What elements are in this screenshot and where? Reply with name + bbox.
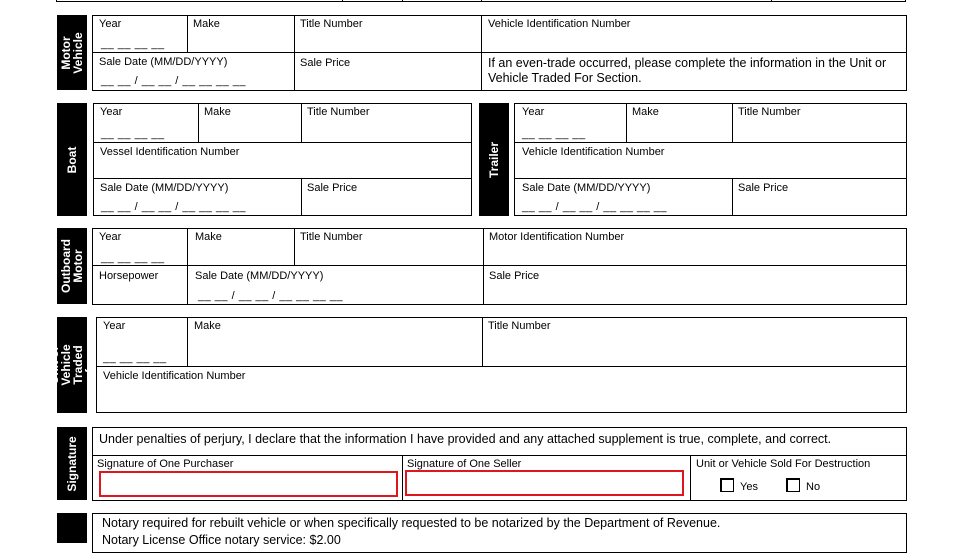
- om-year-label: Year: [99, 231, 122, 243]
- trailer-table: [514, 103, 907, 216]
- col-divider: [301, 103, 302, 143]
- traded-for-tab: [47, 317, 97, 413]
- col-divider: [198, 103, 199, 143]
- col-divider: [187, 228, 188, 305]
- om-motor-id-label: Motor Identification Number: [489, 231, 625, 243]
- purchaser-signature-field[interactable]: [99, 471, 398, 497]
- col-divider: [732, 103, 733, 143]
- mv-year-input[interactable]: __ __ __ __: [101, 38, 165, 50]
- boat-tab-label: Boat: [65, 146, 79, 173]
- boat-sale-date-label: Sale Date (MM/DD/YYYY): [100, 182, 229, 194]
- trailer-year-label: Year: [522, 106, 545, 118]
- signature-tab-label: Signature: [65, 435, 79, 492]
- mv-sale-price-label: Sale Price: [300, 57, 351, 69]
- destruction-yes-checkbox[interactable]: [720, 478, 734, 492]
- tf-vin-label: Vehicle Identification Number: [103, 370, 246, 382]
- motor-vehicle-tab: [57, 15, 87, 90]
- outboard-motor-tab-label: Outboard Motor: [59, 239, 85, 293]
- col-divider: [187, 15, 188, 53]
- col-divider: [626, 103, 627, 143]
- even-trade-note: If an even-trade occurred, please complete the information in the Unit or Vehicle Traded For Section.: [488, 56, 887, 85]
- tf-year-label: Year: [103, 320, 126, 332]
- row-divider: [92, 265, 907, 266]
- top-table-divider: [481, 0, 482, 2]
- tf-make-label: Make: [194, 320, 221, 332]
- row-divider: [92, 455, 907, 456]
- col-divider: [481, 15, 482, 91]
- col-divider: [187, 317, 188, 367]
- seller-signature-field[interactable]: [405, 470, 684, 496]
- top-table-divider: [342, 0, 343, 2]
- row-divider: [92, 52, 907, 53]
- destruction-no-label: No: [806, 481, 821, 493]
- seller-signature-label: Signature of One Seller: [407, 458, 522, 470]
- traded-for-tab-label: Unit or Vehicle Traded for: [47, 344, 97, 386]
- boat-tab: [57, 103, 87, 216]
- om-sale-price-label: Sale Price: [489, 270, 540, 282]
- destruction-label: Unit or Vehicle Sold For Destruction: [696, 458, 871, 470]
- col-divider: [690, 455, 691, 501]
- destruction-no-checkbox[interactable]: [786, 478, 800, 492]
- motor-vehicle-tab-label: Motor Vehicle: [59, 31, 85, 74]
- trailer-year-input[interactable]: __ __ __ __: [522, 128, 586, 140]
- mv-vin-label: Vehicle Identification Number: [488, 18, 631, 30]
- row-divider: [514, 178, 907, 179]
- row-divider: [93, 142, 472, 143]
- row-divider: [96, 366, 907, 367]
- trailer-sale-price-label: Sale Price: [738, 182, 789, 194]
- row-divider: [514, 142, 907, 143]
- mv-year-label: Year: [99, 18, 122, 30]
- destruction-yes-label: Yes: [740, 481, 758, 493]
- mv-make-label: Make: [193, 18, 220, 30]
- top-table-divider: [771, 0, 772, 2]
- om-sale-date-label: Sale Date (MM/DD/YYYY): [195, 270, 324, 282]
- boat-year-input[interactable]: __ __ __ __: [101, 128, 165, 140]
- notary-service-text: Notary License Office notary service: $2.00: [102, 533, 341, 547]
- col-divider: [294, 228, 295, 266]
- trailer-sale-date-label: Sale Date (MM/DD/YYYY): [522, 182, 651, 194]
- om-title-number-label: Title Number: [300, 231, 363, 243]
- notary-tab: [57, 513, 87, 543]
- trailer-tab: [479, 103, 509, 216]
- col-divider: [482, 317, 483, 367]
- tf-title-number-label: Title Number: [488, 320, 551, 332]
- tf-year-input[interactable]: __ __ __ __: [103, 352, 167, 364]
- om-horsepower-label: Horsepower: [99, 270, 159, 282]
- mv-sale-date-input[interactable]: __ __ / __ __ / __ __ __ __: [101, 75, 247, 87]
- notary-requirement-text: Notary required for rebuilt vehicle or when specifically requested to be notarized by the Department of Revenue.: [102, 516, 721, 530]
- purchaser-signature-label: Signature of One Purchaser: [97, 458, 234, 470]
- outboard-motor-tab: [57, 228, 87, 304]
- mv-title-number-label: Title Number: [300, 18, 363, 30]
- boat-vessel-id-label: Vessel Identification Number: [100, 146, 240, 158]
- col-divider: [294, 15, 295, 53]
- om-make-label: Make: [195, 231, 222, 243]
- col-divider: [294, 52, 295, 91]
- om-year-input[interactable]: __ __ __ __: [101, 252, 165, 264]
- col-divider: [483, 228, 484, 305]
- col-divider: [402, 455, 403, 501]
- signature-tab: [57, 427, 87, 500]
- boat-make-label: Make: [204, 106, 231, 118]
- top-table-divider: [402, 0, 403, 2]
- col-divider: [732, 178, 733, 216]
- trailer-title-number-label: Title Number: [738, 106, 801, 118]
- boat-table: [93, 103, 472, 216]
- top-table-divider: [905, 0, 906, 2]
- boat-title-number-label: Title Number: [307, 106, 370, 118]
- trailer-make-label: Make: [632, 106, 659, 118]
- om-sale-date-input[interactable]: __ __ / __ __ / __ __ __ __: [198, 290, 344, 302]
- boat-year-label: Year: [100, 106, 123, 118]
- perjury-declaration: Under penalties of perjury, I declare that the information I have provided and any attached supplement is true, complete, and correct.: [99, 432, 832, 446]
- col-divider: [301, 178, 302, 216]
- boat-sale-price-label: Sale Price: [307, 182, 358, 194]
- trailer-tab-label: Trailer: [487, 141, 501, 178]
- mv-sale-date-label: Sale Date (MM/DD/YYYY): [99, 56, 228, 68]
- boat-sale-date-input[interactable]: __ __ / __ __ / __ __ __ __: [101, 201, 247, 213]
- trailer-vin-label: Vehicle Identification Number: [522, 146, 665, 158]
- top-table-divider: [56, 0, 57, 2]
- row-divider: [93, 178, 472, 179]
- trailer-sale-date-input[interactable]: __ __ / __ __ / __ __ __ __: [522, 201, 668, 213]
